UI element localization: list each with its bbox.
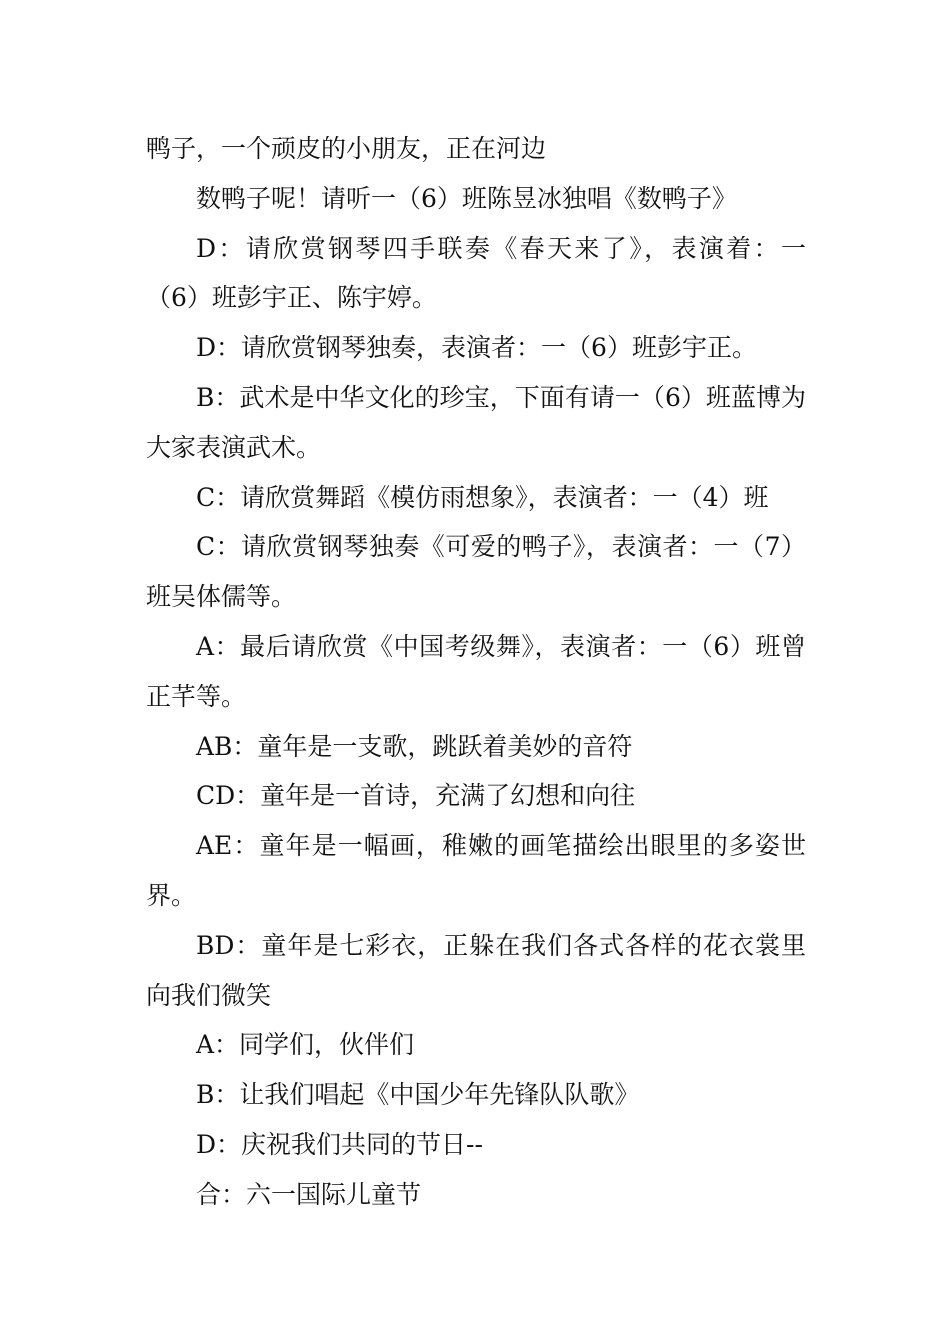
paragraph-13: A：同学们，伙伴们: [196, 1030, 415, 1060]
paragraph-6: C：请欣赏舞蹈《模仿雨想象》，表演者：一（4）班: [196, 482, 769, 512]
paragraph-8: A：最后请欣赏《中国考级舞》，表演者：一（6）班曾正芊等。: [146, 631, 806, 711]
paragraph-10: CD：童年是一首诗，充满了幻想和向往: [196, 781, 636, 811]
paragraph-11: AE：童年是一幅画，稚嫩的画笔描绘出眼里的多姿世界。: [146, 831, 806, 910]
paragraph-12: BD：童年是七彩衣，正躲在我们各式各样的花衣裳里向我们微笑: [146, 930, 806, 1010]
paragraph-4: D：请欣赏钢琴独奏，表演者：一（6）班彭宇正。: [196, 333, 757, 363]
paragraph-1: 鸭子，一个顽皮的小朋友，正在河边: [146, 134, 547, 163]
paragraph-16: 合：六一国际儿童节: [196, 1179, 422, 1209]
document-body: [146, 124, 806, 1220]
paragraph-14: B：让我们唱起《中国少年先锋队队歌》: [196, 1080, 640, 1110]
paragraph-15: D：庆祝我们共同的节日--: [196, 1129, 483, 1159]
paragraph-7: C：请欣赏钢琴独奏《可爱的鸭子》，表演者：一（7）班吴体儒等。: [146, 532, 806, 612]
paragraph-9: AB：童年是一支歌，跳跃着美妙的音符: [196, 731, 633, 761]
paragraph-5: B：武术是中华文化的珍宝，下面有请一（6）班蓝博为大家表演武术。: [146, 382, 806, 462]
paragraph-3: D：请欣赏钢琴四手联奏《春天来了》，表演着：一（6）班彭宇正、陈宇婷。: [146, 233, 806, 313]
paragraph-2: 数鸭子呢！请听一（6）班陈昱冰独唱《数鸭子》: [196, 183, 737, 213]
